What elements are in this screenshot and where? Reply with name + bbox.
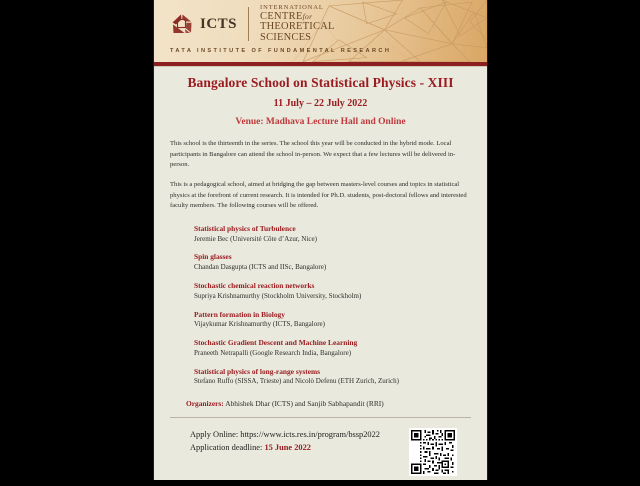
icts-wordmark: ICTS <box>200 15 238 32</box>
event-dates: 11 July – 22 July 2022 <box>273 97 368 109</box>
organizers-line <box>170 399 471 408</box>
institute-line-international: INTERNATIONAL <box>260 4 324 11</box>
course-instructor: Praneeth Netrapalli (Google Research India, Bangalore) <box>194 348 352 357</box>
course-item <box>194 224 471 244</box>
course-item <box>194 338 471 358</box>
course-instructor: Vijaykumar Krishnamurthy (ICTS, Bangalore) <box>194 320 325 329</box>
course-instructor: Stefano Ruffo (SISSA, Trieste) and Nicolò Defenu (ETH Zurich, Zurich) <box>194 377 399 386</box>
institute-word-centre: CENTRE <box>260 10 303 22</box>
header-brand-block <box>170 5 487 62</box>
event-venue: Venue: Madhava Lecture Hall and Online <box>235 116 406 127</box>
institute-name-block <box>260 5 335 44</box>
course-item <box>194 281 471 301</box>
deadline-label: Application deadline: <box>190 442 263 452</box>
course-item <box>194 252 471 272</box>
apply-online-label: Apply Online: <box>190 429 239 439</box>
intro-paragraph-2: This is a pedagogical school, aimed at bridging the gap between masters-level courses and topics in statistical physics at the forefront of current research. It is intended for Ph.D. students, post-doctoral fellows and interested faculty members. The following courses will be offered. <box>170 180 467 210</box>
footer-text-block <box>190 428 380 452</box>
course-title: Pattern formation in Biology <box>194 309 285 319</box>
application-deadline-line <box>190 443 380 452</box>
poster-footer <box>170 418 471 486</box>
course-title: Statistical physics of long-range systems <box>194 366 321 376</box>
institute-word-for: for <box>302 11 313 21</box>
apply-online-url[interactable]: https://www.icts.res.in/program/bssp2022 <box>238 429 380 439</box>
brand-row <box>170 5 487 44</box>
course-instructor: Chandan Dasgupta (ICTS and IISc, Bangalore) <box>194 263 327 272</box>
course-instructor: Jeremie Bec (Université Côte d’Azur, Nice) <box>194 234 317 243</box>
conference-poster <box>153 0 488 480</box>
course-title: Statistical physics of Turbulence <box>194 223 296 233</box>
apply-online-line <box>190 430 380 439</box>
poster-header <box>154 0 487 62</box>
institute-line-sciences: SCIENCES <box>260 32 312 44</box>
course-list <box>170 224 471 387</box>
page-title: Bangalore School on Statistical Physics - XIII <box>187 75 454 90</box>
icts-logo-icon <box>170 12 194 36</box>
intro-paragraph-1: This school is the thirteenth in the series. The school this year will be conducted in the hybrid mode. Local participants in Bangalore can attend the school in-person. We expect that a few lectures will be delivered in-person. <box>170 139 456 169</box>
course-title: Stochastic chemical reaction networks <box>194 281 315 290</box>
organizers-label: Organizers: <box>186 398 224 408</box>
course-title: Stochastic Gradient Descent and Machine Learning <box>194 338 358 348</box>
course-item <box>194 310 471 330</box>
poster-body <box>154 67 487 486</box>
institute-line-theoretical: THEORETICAL <box>260 21 335 33</box>
course-title: Spin glasses <box>194 252 232 262</box>
parent-organization-label: TATA INSTITUTE OF FUNDAMENTAL RESEARCH <box>170 47 392 54</box>
brand-divider <box>248 7 249 41</box>
course-instructor: Supriya Krishnamurthy (Stockholm University, Stockholm) <box>194 291 362 300</box>
deadline-date: 15 June 2022 <box>262 442 311 452</box>
qr-code-icon[interactable] <box>409 428 457 476</box>
organizers-names: Abhishek Dhar (ICTS) and Sanjib Sabhapandit (RRI) <box>223 398 384 408</box>
course-item <box>194 367 471 387</box>
